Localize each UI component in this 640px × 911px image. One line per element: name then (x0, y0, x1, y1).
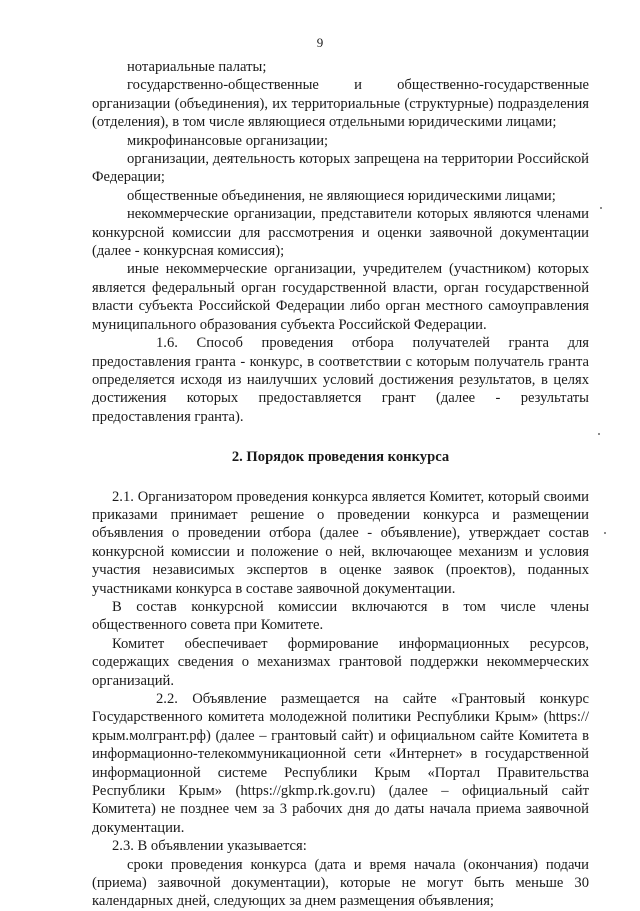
paragraph: общественные объединения, не являющиеся юридическими лицами; (127, 187, 556, 204)
paragraph: государственно-общественные и общественно-государственные организации (объединения), их территориальные (структурные) подразделения (отделения), в том числе являющиеся отдельными юридическими лицами; (92, 77, 589, 131)
paragraph: 2.1. Организатором проведения конкурса является Комитет, который своими приказами принимает решение о проведении конкурса и размещении объявления о проведении отбора (далее - объявление), утверждает состав конкурсной комиссии и положение о ней, включающее механизм и условия участия независимых экспертов в оценке заявок (проектов), поданных участниками конкурса в составе заявочной документации. (92, 488, 589, 597)
paragraph: Комитет обеспечивает формирование информационных ресурсов, содержащих сведения о механизмах грантовой поддержки некоммерческих организаций. (92, 635, 589, 689)
paragraph: нотариальные палаты; (127, 59, 267, 75)
section-heading: 2. Порядок проведения конкурса (231, 449, 450, 466)
scan-speck (600, 207, 602, 209)
scan-speck (598, 433, 600, 435)
paragraph: В состав конкурсной комиссии включаются в том числе члены общественного совета при Комитете. (92, 598, 589, 634)
paragraph: сроки проведения конкурса (дата и время начала (окончания) подачи (приема) заявочной документации), которые не могут быть меньше 30 календарных дней, следующих за днем размещения объявления; (92, 856, 589, 910)
paragraph: некоммерческие организации, представители которых являются членами конкурсной комиссии для рассмотрения и оценки заявочной документации (далее - конкурсная комиссия); (92, 206, 589, 260)
paragraph: организации, деятельность которых запрещена на территории Российской Федерации; (92, 151, 589, 186)
page-number: 9 (316, 35, 324, 50)
document-body (92, 58, 589, 911)
paragraph: иные некоммерческие организации, учредителем (участником) которых является федеральный орган государственной власти, орган государственной власти субъекта Российской Федерации либо орган местного самоуправления муниципального образования субъекта Российской Федерации. (92, 261, 589, 333)
scan-speck (604, 532, 606, 534)
paragraph: 2.3. В объявлении указывается: (112, 838, 307, 855)
paragraph: микрофинансовые организации; (127, 132, 329, 149)
paragraph: 1.6. Способ проведения отбора получателей грантa для предоставления гранта - конкурс, в соответствии с которым получатель гранта определяется исходя из наилучших условий достижения результатов, в целях достижения которых предоставляется грант (далее - результаты предоставления гранта). (92, 335, 589, 425)
paragraph: 2.2. Объявление размещается на сайте «Грантовый конкурс Государственного комитета молодежной политики Республики Крым» (https://крым.молгрант.рф) (далее – грантовый сайт) и официальном сайте Комитета в информационно-телекоммуникационной сети «Интернет» в государственной информационной системе Республики Крым «Портал Правительства Республики Крым» (https://gkmp.rk.gov.ru) (далее – официальный сайт Комитета) не позднее чем за 3 рабочих дня до даты начала приема заявочной документации. (92, 691, 589, 836)
